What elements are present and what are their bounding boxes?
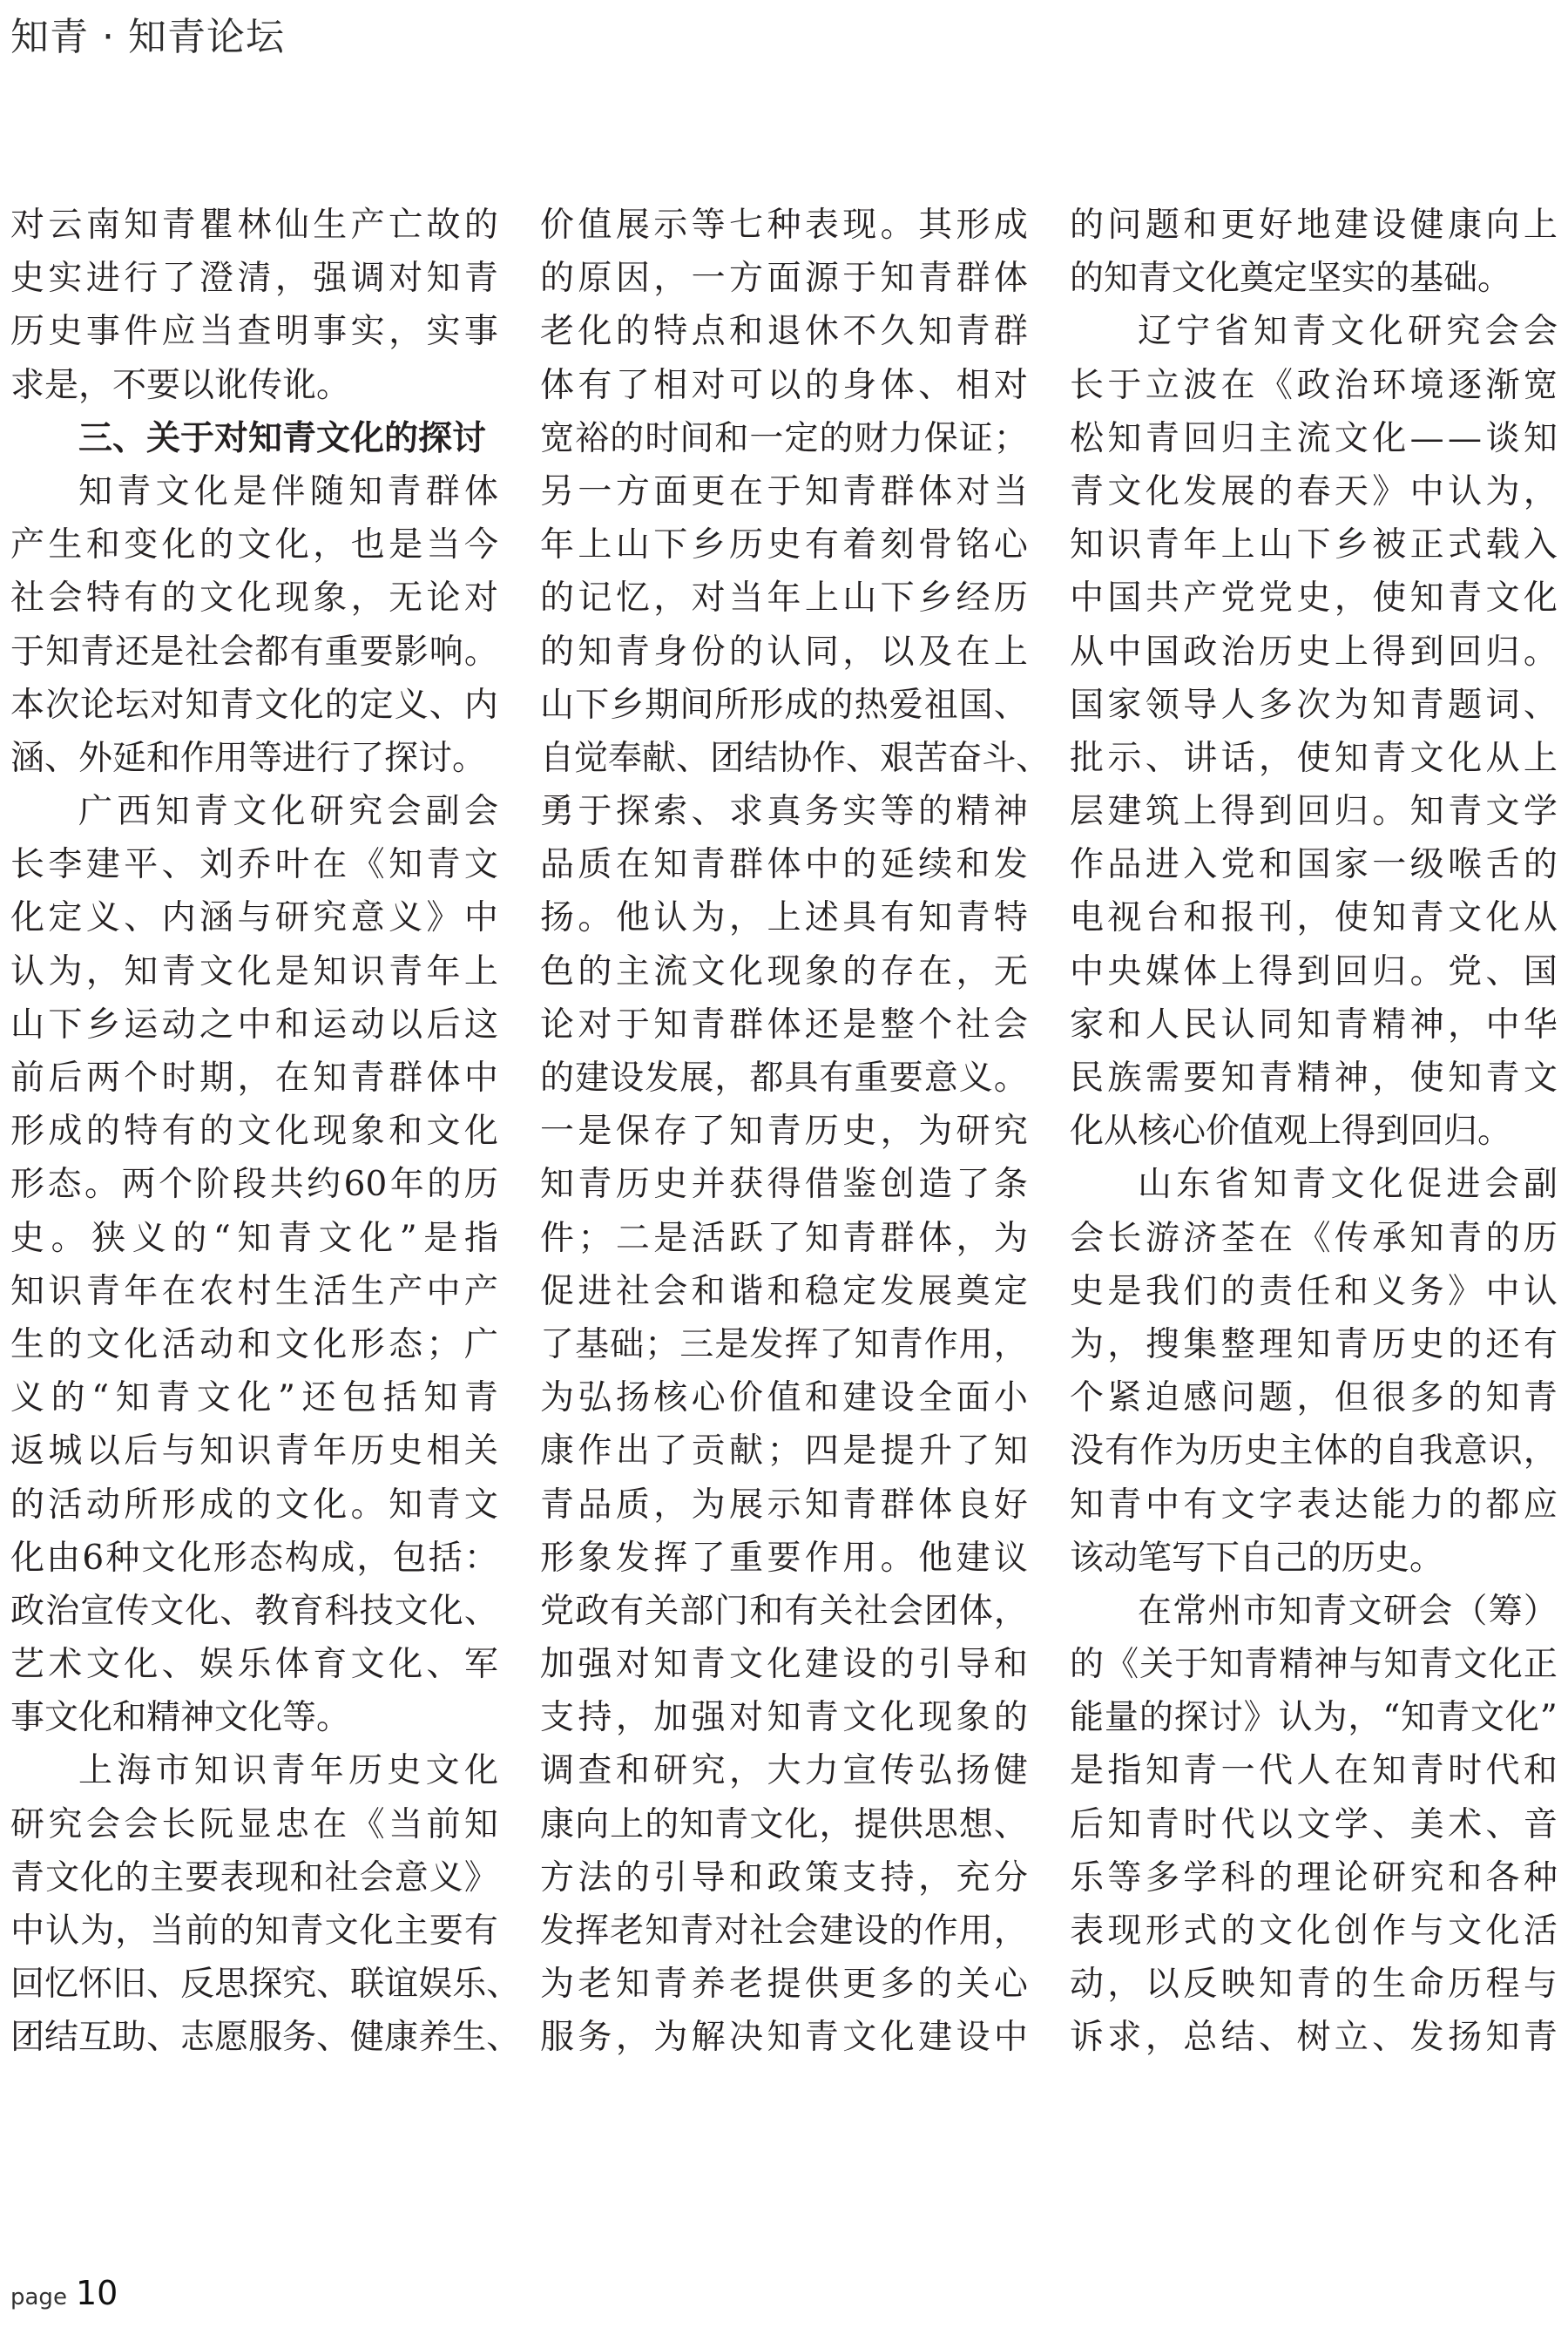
text-line: 发 挥 老 知 青 对 社 会 建 设 的 作 用 ，: [540, 1911, 1028, 1951]
text-line: 康 向 上 的 知 青 文 化 ， 提 供 思 想 、: [540, 1804, 1028, 1844]
text-line: 政 治 宣 传 文 化 、 教 育 科 技 文 化 、: [10, 1591, 498, 1631]
text-column-right: [1070, 199, 1558, 2065]
text-line: 的 问 题 和 更 好 地 建 设 健 康 向 上: [1070, 206, 1558, 245]
text-line: 化从核心价值观上得到回归。: [1070, 1112, 1512, 1152]
text-line: 是 指 知 青 一 代 人 在 知 青 时 代 和: [1070, 1751, 1558, 1791]
text-line: 品 质 在 知 青 群 体 中 的 延 续 和 发: [540, 845, 1028, 885]
text-line: 体 有 了 相 对 可 以 的 身 体 、 相 对: [540, 365, 1028, 405]
text-line: 知 青 中 有 文 字 表 达 能 力 的 都 应: [1070, 1485, 1558, 1525]
text-line: 个 紧 迫 感 问 题 ， 但 很 多 的 知 青: [1070, 1378, 1558, 1418]
text-line: 于 知 青 还 是 社 会 都 有 重 要 影 响 。: [10, 632, 498, 672]
text-line: 艺 术 文 化 、 娱 乐 体 育 文 化 、 军: [10, 1645, 498, 1685]
text-line: 求是，不要以讹传讹。: [10, 365, 351, 405]
text-line: 研 究 会 会 长 阮 显 忠 在 《 当 前 知: [10, 1804, 498, 1844]
text-line: 对 云 南 知 青 瞿 林 仙 生 产 亡 故 的: [10, 206, 498, 245]
text-line: 认 为 ， 知 青 文 化 是 知 识 青 年 上: [10, 951, 498, 991]
text-line: 的 原 因 ， 一 方 面 源 于 知 青 群 体: [540, 259, 1028, 299]
text-line: 山 东 省 知 青 文 化 促 进 会 副: [1138, 1165, 1558, 1205]
page-footer: [10, 2274, 118, 2312]
text-line: 产 生 和 变 化 的 文 化 ， 也 是 当 今: [10, 525, 498, 565]
text-line: 自 觉 奉 献 、 团 结 协 作 、 艰 苦 奋 斗 、: [540, 738, 1051, 778]
text-line: 化 定 义 、 内 涵 与 研 究 意 义 》 中: [10, 898, 498, 938]
text-line: 在 常 州 市 知 青 文 研 会 （ 筹 ）: [1138, 1591, 1558, 1631]
running-header: 知青 · 知青论坛: [10, 15, 285, 59]
text-line: 回 忆 怀 旧 、 反 思 探 究 、 联 谊 娱 乐 、: [10, 1965, 521, 2005]
text-line: 支 持 ， 加 强 对 知 青 文 化 现 象 的: [540, 1698, 1028, 1738]
text-line: 的 知 青 身 份 的 认 同 ， 以 及 在 上: [540, 632, 1028, 672]
text-line: 层 建 筑 上 得 到 回 归 。 知 青 文 学: [1070, 792, 1558, 832]
text-line: 化 由 6 种 文 化 形 态 构 成 ， 包 括 ：: [10, 1538, 498, 1578]
text-line: 事文化和精神文化等。: [10, 1698, 351, 1738]
text-line: 能 量 的 探 讨 》 认 为 ， “ 知 青 文 化 ”: [1070, 1698, 1558, 1738]
text-line: 本 次 论 坛 对 知 青 文 化 的 定 义 、 内: [10, 685, 498, 725]
text-line: 作 品 进 入 党 和 国 家 一 级 喉 舌 的: [1070, 845, 1558, 885]
text-line: 为 老 知 青 养 老 提 供 更 多 的 关 心: [540, 1965, 1028, 2005]
text-line: 青 文 化 发 展 的 春 天 》 中 认 为 ，: [1070, 471, 1558, 511]
text-line: 电 视 台 和 报 刊 ， 使 知 青 文 化 从: [1070, 898, 1558, 938]
text-line: 生 的 文 化 活 动 和 文 化 形 态 ； 广: [10, 1324, 498, 1364]
text-line: 另 一 方 面 更 在 于 知 青 群 体 对 当: [540, 471, 1028, 511]
text-line: 义 的 “ 知 青 文 化 ” 还 包 括 知 青: [10, 1378, 498, 1418]
text-line: 的 记 忆 ， 对 当 年 上 山 下 乡 经 历: [540, 578, 1028, 619]
text-line: 民 族 需 要 知 青 精 神 ， 使 知 青 文: [1070, 1059, 1558, 1098]
text-line: 方 法 的 引 导 和 政 策 支 持 ， 充 分: [540, 1857, 1028, 1898]
text-line: 的 《 关 于 知 青 精 神 与 知 青 文 化 正: [1070, 1645, 1558, 1685]
section-heading: 三、关于对知青文化的探讨: [78, 417, 487, 458]
text-line: 服 务 ， 为 解 决 知 青 文 化 建 设 中: [540, 2018, 1028, 2058]
text-line: 表 现 形 式 的 文 化 创 作 与 文 化 活: [1070, 1911, 1558, 1951]
text-line: 长 李 建 平 、 刘 乔 叶 在 《 知 青 文: [10, 845, 498, 885]
text-line: 知 青 历 史 并 获 得 借 鉴 创 造 了 条: [540, 1165, 1028, 1205]
text-line: 国 家 领 导 人 多 次 为 知 青 题 词 、: [1070, 685, 1558, 725]
text-line: 涵、外延和作用等进行了探讨。: [10, 738, 487, 778]
text-line: 为 弘 扬 核 心 价 值 和 建 设 全 面 小: [540, 1378, 1028, 1418]
text-line: 批 示 、 讲 话 ， 使 知 青 文 化 从 上: [1070, 738, 1558, 778]
text-line: 老 化 的 特 点 和 退 休 不 久 知 青 群: [540, 312, 1028, 352]
text-line: 知 识 青 年 上 山 下 乡 被 正 式 载 入: [1070, 525, 1558, 565]
text-line: 乐 等 多 学 科 的 理 论 研 究 和 各 种: [1070, 1857, 1558, 1898]
text-line: 诉 求 ， 总 结 、 树 立 、 发 扬 知 青: [1070, 2018, 1558, 2058]
text-line: 前 后 两 个 时 期 ， 在 知 青 群 体 中: [10, 1059, 498, 1098]
text-line: 青 品 质 ， 为 展 示 知 青 群 体 良 好: [540, 1485, 1028, 1525]
text-line: 康 作 出 了 贡 献 ； 四 是 提 升 了 知: [540, 1431, 1028, 1471]
text-line: 后 知 青 时 代 以 文 学 、 美 术 、 音: [1070, 1804, 1558, 1844]
text-line: 形 成 的 特 有 的 文 化 现 象 和 文 化: [10, 1112, 498, 1152]
text-line: 返 城 以 后 与 知 识 青 年 历 史 相 关: [10, 1431, 498, 1471]
text-line: 会 长 游 济 荃 在 《 传 承 知 青 的 历: [1070, 1218, 1558, 1258]
text-line: 形 象 发 挥 了 重 要 作 用 。 他 建 议: [540, 1538, 1028, 1578]
page-label: page: [10, 2284, 67, 2310]
text-line: 史 实 进 行 了 澄 清 ， 强 调 对 知 青: [10, 259, 498, 299]
text-line: 青 文 化 的 主 要 表 现 和 社 会 意 义 》: [10, 1857, 498, 1898]
text-line: 为 ， 搜 集 整 理 知 青 历 史 的 还 有: [1070, 1324, 1558, 1364]
text-line: 年 上 山 下 乡 历 史 有 着 刻 骨 铭 心: [540, 525, 1028, 565]
text-line: 宽 裕 的 时 间 和 一 定 的 财 力 保 证 ；: [540, 418, 1028, 458]
text-line: 该动笔写下自己的历史。: [1070, 1538, 1444, 1578]
text-line: 勇 于 探 索 、 求 真 务 实 等 的 精 神: [540, 792, 1028, 832]
text-line: 的 建 设 发 展 ， 都 具 有 重 要 意 义 。: [540, 1059, 1028, 1098]
text-line: 长 于 立 波 在 《 政 治 环 境 逐 渐 宽: [1070, 365, 1558, 405]
text-line: 松 知 青 回 归 主 流 文 化 — — 谈 知: [1070, 418, 1558, 458]
text-line: 形 态 。 两 个 阶 段 共 约 60 年 的 历: [10, 1165, 498, 1205]
text-line: 上 海 市 知 识 青 年 历 史 文 化: [78, 1751, 498, 1791]
text-line: 的知青文化奠定坚实的基础。: [1070, 259, 1512, 299]
text-line: 家 和 人 民 认 同 知 青 精 神 ， 中 华: [1070, 1005, 1558, 1045]
text-line: 一 是 保 存 了 知 青 历 史 ， 为 研 究: [540, 1112, 1028, 1152]
text-line: 扬 。 他 认 为 ， 上 述 具 有 知 青 特: [540, 898, 1028, 938]
text-line: 党 政 有 关 部 门 和 有 关 社 会 团 体 ，: [540, 1591, 1028, 1631]
text-line: 广 西 知 青 文 化 研 究 会 副 会: [78, 792, 498, 832]
text-line: 没 有 作 为 历 史 主 体 的 自 我 意 识 ，: [1070, 1431, 1558, 1471]
text-line: 历 史 事 件 应 当 查 明 事 实 ， 实 事: [10, 312, 498, 352]
text-line: 促 进 社 会 和 谐 和 稳 定 发 展 奠 定: [540, 1271, 1028, 1311]
text-line: 价 值 展 示 等 七 种 表 现 。 其 形 成: [540, 206, 1028, 245]
text-column-middle: [540, 199, 1051, 2065]
text-line: 从 中 国 政 治 历 史 上 得 到 回 归 。: [1070, 632, 1558, 672]
text-line: 动 ， 以 反 映 知 青 的 生 命 历 程 与: [1070, 1965, 1558, 2005]
text-line: 的 活 动 所 形 成 的 文 化 。 知 青 文: [10, 1485, 498, 1525]
text-line: 中 央 媒 体 上 得 到 回 归 。 党 、 国: [1070, 951, 1558, 991]
page-number: 10: [75, 2274, 118, 2312]
text-line: 社 会 特 有 的 文 化 现 象 ， 无 论 对: [10, 578, 498, 619]
text-line: 加 强 对 知 青 文 化 建 设 的 引 导 和: [540, 1645, 1028, 1685]
text-line: 山 下 乡 运 动 之 中 和 运 动 以 后 这: [10, 1005, 498, 1045]
text-line: 知 青 文 化 是 伴 随 知 青 群 体: [78, 471, 498, 511]
text-line: 史 是 我 们 的 责 任 和 义 务 》 中 认: [1070, 1271, 1558, 1311]
text-line: 调 查 和 研 究 ， 大 力 宣 传 弘 扬 健: [540, 1751, 1028, 1791]
text-line: 知 识 青 年 在 农 村 生 活 生 产 中 产: [10, 1271, 498, 1311]
text-line: 辽 宁 省 知 青 文 化 研 究 会 会: [1138, 312, 1558, 352]
text-line: 论 对 于 知 青 群 体 还 是 整 个 社 会: [540, 1005, 1028, 1045]
text-line: 件 ； 二 是 活 跃 了 知 青 群 体 ， 为: [540, 1218, 1028, 1258]
text-line: 史 。 狭 义 的 “ 知 青 文 化 ” 是 指: [10, 1218, 498, 1258]
text-line: 中 认 为 ， 当 前 的 知 青 文 化 主 要 有: [10, 1911, 498, 1951]
text-line: 色 的 主 流 文 化 现 象 的 存 在 ， 无: [540, 951, 1028, 991]
text-line: 了 基 础 ； 三 是 发 挥 了 知 青 作 用 ，: [540, 1324, 1028, 1364]
text-line: 山 下 乡 期 间 所 形 成 的 热 爱 祖 国 、: [540, 685, 1028, 725]
text-line: 中 国 共 产 党 党 史 ， 使 知 青 文 化: [1070, 578, 1558, 619]
text-column-left: [10, 199, 521, 2065]
text-line: 团 结 互 助 、 志 愿 服 务 、 健 康 养 生 、: [10, 2018, 521, 2058]
